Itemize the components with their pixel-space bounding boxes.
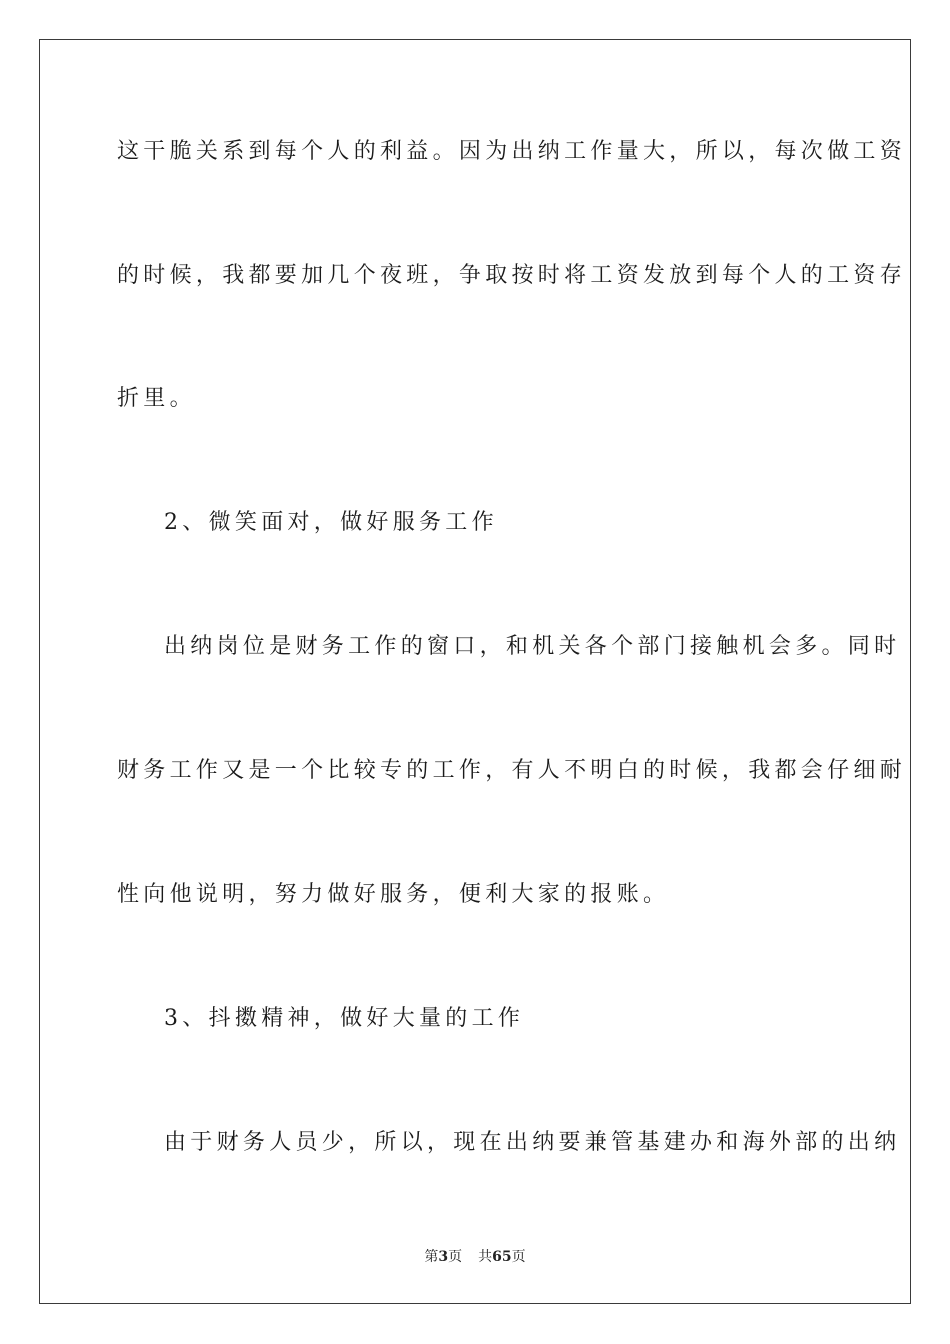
page-border xyxy=(39,39,911,1304)
page-footer xyxy=(0,1247,950,1267)
body-line-6: 性向他说明，努力做好服务，便利大家的报账。 xyxy=(117,882,670,907)
page-number: 3 xyxy=(438,1249,449,1265)
total-pages: 65 xyxy=(492,1249,512,1265)
section-heading-2: 2、微笑面对，做好服务工作 xyxy=(164,510,498,535)
body-line-7: 由于财务人员少，所以，现在出纳要兼管基建办和海外部的出纳 xyxy=(164,1130,901,1155)
body-line-2: 的时候，我都要加几个夜班，争取按时将工资发放到每个人的工资存 xyxy=(117,263,907,288)
body-line-1: 这干脆关系到每个人的利益。因为出纳工作量大，所以，每次做工资 xyxy=(117,139,907,164)
body-line-4: 出纳岗位是财务工作的窗口，和机关各个部门接触机会多。同时 xyxy=(164,634,901,659)
page-suffix: 页 xyxy=(448,1249,463,1265)
body-line-5: 财务工作又是一个比较专的工作，有人不明白的时候，我都会仔细耐 xyxy=(117,758,907,783)
body-line-3: 折里。 xyxy=(117,386,196,411)
total-suffix: 页 xyxy=(511,1249,526,1265)
section-heading-3: 3、抖擞精神，做好大量的工作 xyxy=(164,1006,525,1031)
total-prefix: 共 xyxy=(478,1249,493,1265)
page-prefix: 第 xyxy=(424,1249,439,1265)
